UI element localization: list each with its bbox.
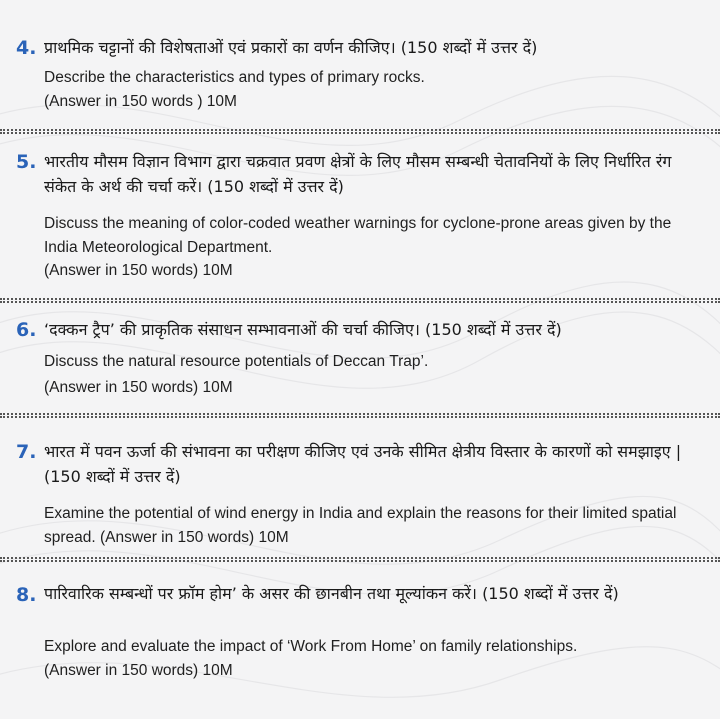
question-hindi-text: भारतीय मौसम विज्ञान विभाग द्वारा चक्रवात प्रवण क्षेत्रों के लिए मौसम सम्बन्धी चेतावनियों के लिए निर्धारित रंग संकेत के अर्थ की चर्चा करें। (150 शब्दों में उत्तर दें) [44,152,672,196]
separator-dotted [0,298,720,303]
question-6 [0,310,720,410]
question-english-text: Explore and evaluate the impact of ‘Work From Home’ on family relationships. [44,638,578,655]
question-marks: (Answer in 150 words) 10M [44,262,233,279]
question-english-text: Discuss the meaning of color-coded weather warnings for cyclone-prone areas given by the India Meteorological Department. [44,215,672,256]
question-number: 6. [16,319,37,341]
separator-dotted [0,129,720,134]
question-number: 8. [16,584,37,606]
question-hindi-text: पारिवारिक सम्बन्धों पर फ्रॉम होम’ के असर की छानबीन तथा मूल्यांकन करें। (150 शब्दों में उत्तर दें) [44,584,619,603]
question-number: 4. [16,37,37,59]
question-english-text: Discuss the natural resource potentials of Deccan Trap’. [44,353,429,370]
question-english-text: Examine the potential of wind energy in India and explain the reasons for their limited spatial spread. (Answer in 150 words) 10M [44,505,677,546]
question-hindi-text: प्राथमिक चट्टानों की विशेषताओं एवं प्रकारों का वर्णन कीजिए। (150 शब्दों में उत्तर दें) [44,38,538,57]
question-number: 7. [16,441,37,463]
question-marks: (Answer in 150 words ) 10M [44,93,237,110]
question-hindi-text: भारत में पवन ऊर्जा की संभावना का परीक्षण कीजिए एवं उनके सीमित क्षेत्रीय विस्तार के कारणों को समझाइए | (150 शब्दों में उत्तर दें) [44,442,682,486]
question-hindi-text: ‘दक्कन ट्रैप’ की प्राकृतिक संसाधन सम्भावनाओं की चर्चा कीजिए। (150 शब्दों में उत्तर दें) [44,320,562,339]
question-marks: (Answer in 150 words) 10M [44,379,233,396]
separator-dotted [0,413,720,418]
separator-dotted [0,557,720,562]
question-8 [0,570,720,710]
question-number: 5. [16,151,37,173]
question-7 [0,428,720,558]
question-4 [0,0,720,130]
question-marks: (Answer in 150 words) 10M [44,662,233,679]
question-5 [0,140,720,300]
question-english-text: Describe the characteristics and types of primary rocks. [44,69,425,86]
